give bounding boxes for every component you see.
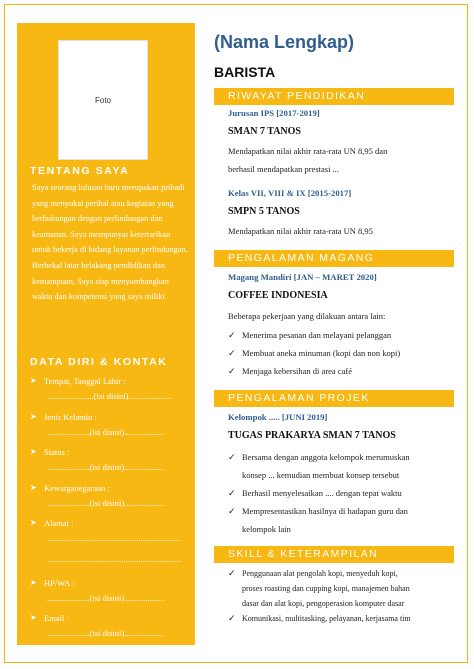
contact-value: ....................(isi disini)................... (47, 426, 165, 437)
contact-item (30, 483, 190, 519)
about-heading: TENTANG SAYA (30, 165, 130, 177)
arrow-icon: ➤ (30, 447, 37, 456)
contact-item (30, 518, 190, 554)
check-icon: ✓ (228, 488, 236, 498)
check-icon: ✓ (228, 452, 236, 462)
about-text: Saya seorang lulusan baru merupakan pribadi yang menyukai perihal atau kegiatan yang berhubungan dengan perlindungan dan keamanan. Saya mempunyai ketertarikan untuk bekerja di bidang layanan perlindungan. Berbekal latar belakang pendidikan dan kemampuan, Saya siap menyumbangkan waktu dan kompetensi yang saya miliki. (32, 183, 188, 302)
skill-text: dasar dan alat kopi, pengoperasion komputer dasar (242, 599, 405, 608)
task-text: Mempresentasikan hasilnya di hadapan guru dan (242, 506, 408, 516)
contact-item (30, 613, 190, 649)
contact-value: ....................(isi disini)................... (47, 592, 165, 603)
contact-label: Kewarganegaraan : (44, 482, 110, 493)
task-text: kelompok lain (242, 524, 291, 534)
contact-label: Email : (44, 613, 69, 623)
contact-heading: DATA DIRI & KONTAK (30, 356, 168, 368)
contact-label: Status : (44, 447, 70, 457)
project-period: Kelompok ..... [JUNI 2019] (228, 412, 328, 422)
contact-label: Tempat, Tanggal Lahir : (44, 376, 126, 386)
list-item (228, 448, 410, 484)
internship-period: Magang Mandiri [JAN – MARET 2020] (228, 272, 377, 282)
project-tasks (228, 448, 410, 538)
internship-intro: Beberapa pekerjaan yang dilakuan antara lain: (228, 311, 386, 321)
education-heading: RIWAYAT PENDIDIKAN (214, 88, 454, 105)
list-item (228, 326, 400, 344)
arrow-icon: ➤ (30, 376, 37, 385)
skill-text: Penggunaan alat pengolah kopi, menyeduh kopi, (242, 569, 398, 578)
contact-item (30, 578, 190, 614)
arrow-icon: ➤ (30, 518, 37, 527)
check-icon: ✓ (228, 506, 236, 516)
list-item (228, 502, 410, 538)
task-text: Membuat aneka minuman (kopi dan non kopi) (242, 348, 401, 358)
arrow-icon: ➤ (30, 482, 37, 492)
photo-placeholder (58, 40, 148, 160)
education-desc (228, 222, 454, 240)
contact-value: ....................(isi disini)................... (47, 462, 165, 472)
contact-list (30, 376, 190, 649)
education-desc (228, 142, 454, 178)
education-school: SMPN 5 TANOS (228, 206, 300, 217)
list-item (228, 344, 400, 362)
contact-item (30, 376, 190, 412)
education-period: Kelas VII, VIII & IX [2015-2017] (228, 188, 352, 198)
project-title: TUGAS PRAKARYA SMAN 7 TANOS (228, 430, 396, 441)
contact-item (30, 554, 190, 578)
arrow-icon: ➤ (30, 613, 37, 622)
contact-value: ............................................................... (47, 553, 181, 564)
list-item (228, 484, 410, 502)
arrow-icon: ➤ (30, 411, 37, 421)
check-icon: ✓ (228, 348, 236, 358)
project-heading: PENGALAMAN PROJEK (214, 390, 454, 407)
internship-heading: PENGALAMAN MAGANG (214, 250, 454, 267)
contact-value: ............................................................... (47, 533, 181, 543)
list-item (228, 611, 411, 626)
check-icon: ✓ (228, 366, 236, 376)
contact-item (30, 447, 190, 483)
contact-value: ....................(isi disini)................... (47, 497, 165, 508)
task-text: Menjaga kebersihan di area café (242, 366, 352, 376)
photo-label: Foto (94, 95, 111, 105)
arrow-icon: ➤ (30, 577, 37, 587)
job-title: BARISTA (214, 64, 276, 80)
contact-label: Alamat : (44, 518, 74, 528)
list-item (228, 566, 411, 611)
desc-line: Mendapatkan nilai akhir rata-rata UN 8,95 dan (228, 146, 388, 156)
task-text: Bersama dengan anggota kelompok merumuskan (242, 452, 410, 462)
skill-text: Komunikasi, multitasking, pelayanan, kerjasama tim (242, 614, 411, 623)
education-period: Jurusan IPS [2017-2019] (228, 108, 320, 118)
internship-company: COFFEE INDONESIA (228, 290, 328, 301)
skills-heading: SKILL & KETERAMPILAN (214, 546, 454, 563)
contact-label: Jenis Kelamin : (44, 411, 97, 422)
skill-text: proses roasting dan cupping kopi, manajemen bahan (242, 584, 410, 593)
skills-list (228, 566, 411, 626)
contact-item (30, 412, 190, 448)
contact-value: ......................(isi disini).................... (47, 391, 171, 401)
desc-line: Mendapatkan nilai akhir rata-rata UN 8,95 (228, 226, 373, 236)
full-name: (Nama Lengkap) (214, 32, 355, 52)
check-icon: ✓ (228, 613, 236, 623)
education-school: SMAN 7 TANOS (228, 126, 301, 137)
task-text: Berhasil menyelesaikan .... dengan tepat waktu (242, 488, 402, 498)
check-icon: ✓ (228, 568, 236, 578)
desc-line: berhasil mendapatkan prestasi ... (228, 164, 339, 174)
task-text: konsep ... kemudian membuat konsep tersebut (242, 470, 400, 480)
task-text: Menerima pesanan dan melayani pelanggan (242, 330, 392, 340)
list-item (228, 362, 400, 380)
internship-tasks (228, 326, 400, 380)
contact-label: HP/WA : (44, 577, 75, 588)
contact-value: ....................(isi disini)................... (47, 628, 165, 638)
check-icon: ✓ (228, 330, 236, 340)
